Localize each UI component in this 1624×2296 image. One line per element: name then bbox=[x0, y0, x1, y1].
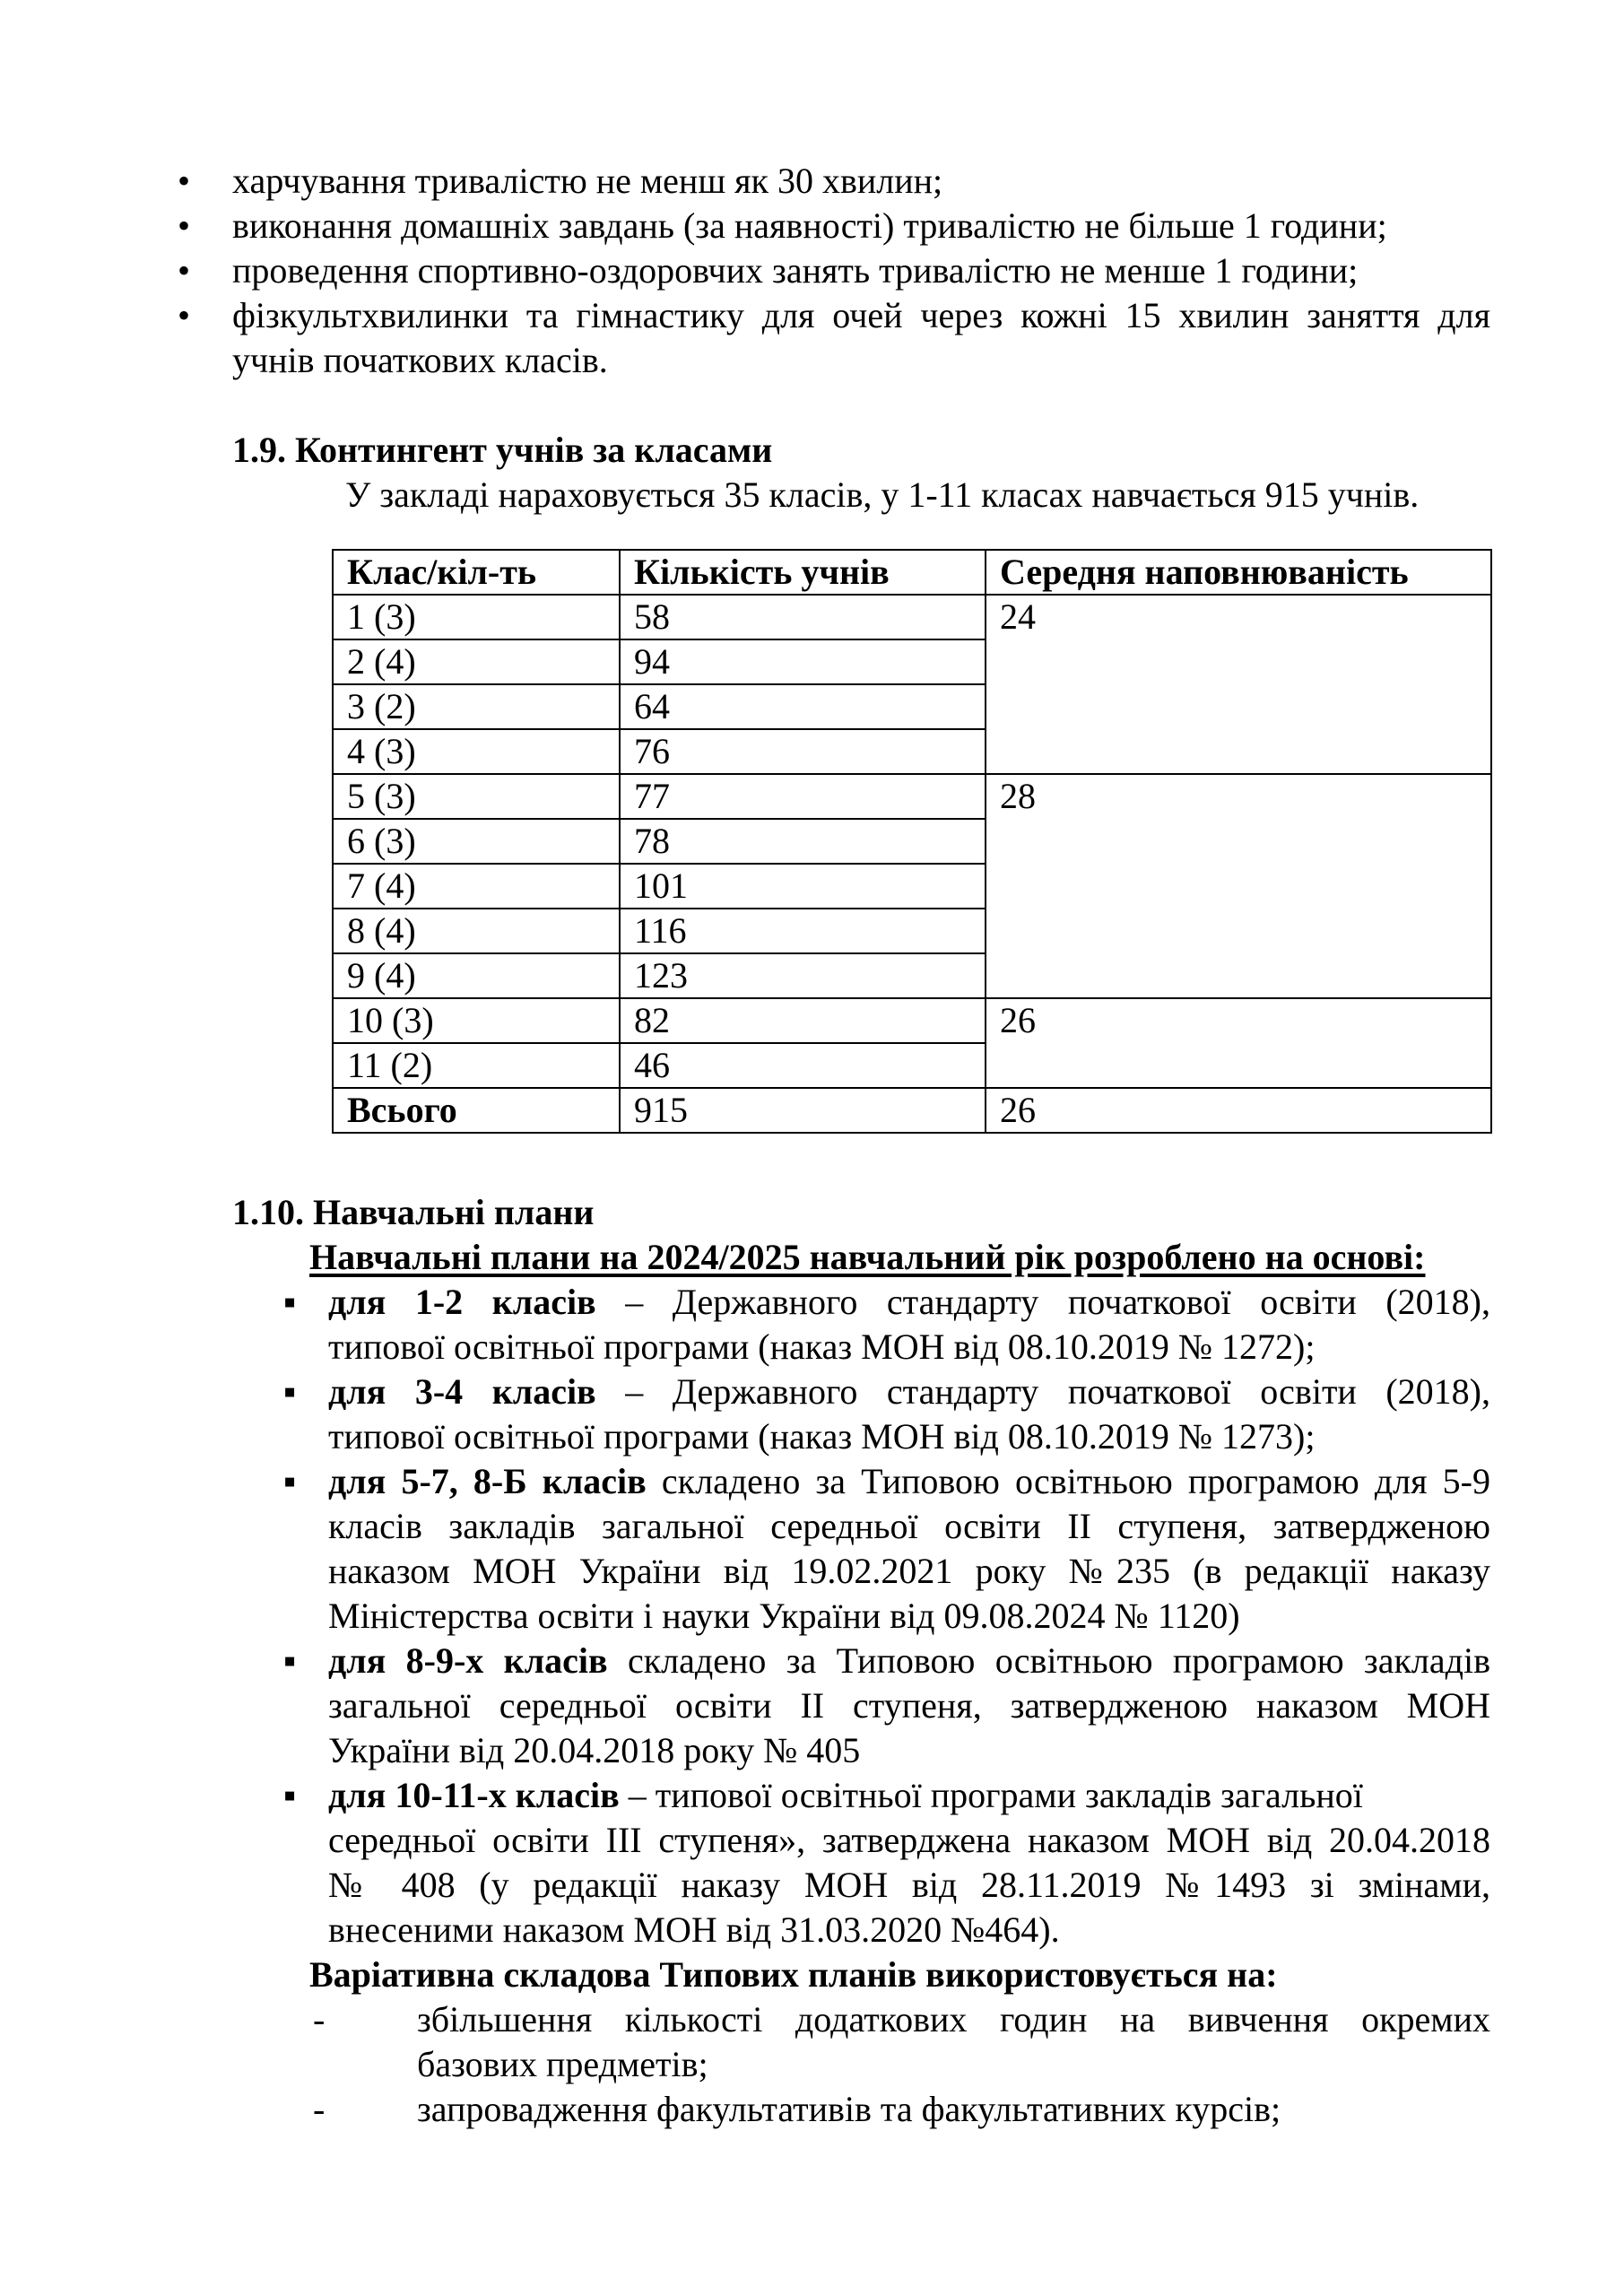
table-cell-total-average: 26 bbox=[986, 1088, 1491, 1133]
plan-item-continuation: середньої освіти ІІІ ступеня», затверджена наказом МОН від 20.04.2018 bbox=[328, 1820, 1490, 1860]
square-bullet: ▪ bbox=[283, 1775, 297, 1815]
bullet-item: харчування тривалістю не менш як 30 хвилин; bbox=[232, 161, 943, 201]
table-cell-average: 24 bbox=[986, 595, 1491, 774]
table-cell-class: 3 (2) bbox=[333, 684, 620, 729]
table-header: Клас/кіл-ть bbox=[333, 550, 620, 595]
dash-bullet: - bbox=[313, 2089, 326, 2129]
square-bullet: ▪ bbox=[283, 1371, 297, 1412]
bullet-item: проведення спортивно-оздоровчих занять тривалістю не менше 1 години; bbox=[232, 250, 1359, 291]
section-subtitle: Навчальні плани на 2024/2025 навчальний рік розроблено на основі: bbox=[309, 1237, 1426, 1277]
plan-item-continuation: наказом МОН України від 19.02.2021 року №235 (в редакції наказу bbox=[328, 1551, 1490, 1591]
bullet-item: виконання домашніх завдань (за наявності) тривалістю не більше 1 години; bbox=[232, 205, 1387, 246]
table-cell-total-count: 915 bbox=[620, 1088, 986, 1133]
table-header-row bbox=[333, 550, 1491, 595]
plan-item: для 5-7, 8-Б класів складено за Типовою освітньою програмою для 5-9 bbox=[328, 1461, 1491, 1501]
table-header: Середня наповнюваність bbox=[986, 550, 1491, 595]
plan-item: для 8-9-х класів складено за Типовою освітньою програмою закладів bbox=[328, 1640, 1490, 1681]
plan-item-continuation: Міністерства освіти і науки України від 09.08.2024 № 1120) bbox=[328, 1596, 1240, 1636]
variative-item-continuation: базових предметів; bbox=[417, 2044, 708, 2084]
table-cell-class: 2 (4) bbox=[333, 639, 620, 684]
table-cell-count: 101 bbox=[620, 864, 986, 909]
section-title: 1.9. Контингент учнів за класами bbox=[232, 430, 773, 470]
table-cell-count: 78 bbox=[620, 819, 986, 864]
section-intro: У закладі нараховується 35 класів, у 1-11 класах навчається 915 учнів. bbox=[345, 474, 1420, 515]
bullet-item-continuation: учнів початкових класів. bbox=[232, 340, 608, 380]
table-cell-count: 123 bbox=[620, 953, 986, 998]
table-cell-count: 58 bbox=[620, 595, 986, 639]
plan-item: для 10-11-х класів – типової освітньої програми закладів загальної bbox=[328, 1775, 1363, 1815]
square-bullet: ▪ bbox=[283, 1640, 297, 1681]
bullet-dot: • bbox=[178, 205, 191, 246]
table-cell-count: 116 bbox=[620, 909, 986, 953]
table-cell-class: 9 (4) bbox=[333, 953, 620, 998]
table-cell-class: 11 (2) bbox=[333, 1043, 620, 1088]
dash-bullet: - bbox=[313, 1999, 326, 2039]
table-cell-class: 6 (3) bbox=[333, 819, 620, 864]
table-cell-class: 7 (4) bbox=[333, 864, 620, 909]
table-cell-count: 77 bbox=[620, 774, 986, 819]
variative-title: Варіативна складова Типових планів використовується на: bbox=[309, 1954, 1278, 1995]
table-cell-class: 1 (3) bbox=[333, 595, 620, 639]
table-cell-class: 10 (3) bbox=[333, 998, 620, 1043]
bullet-item: фізкультхвилинки та гімнастику для очей через кожні 15 хвилин заняття для bbox=[232, 295, 1490, 335]
table-cell-count: 94 bbox=[620, 639, 986, 684]
table-cell-count: 82 bbox=[620, 998, 986, 1043]
bullet-dot: • bbox=[178, 295, 191, 335]
table-cell-class: 8 (4) bbox=[333, 909, 620, 953]
table-row bbox=[333, 998, 1491, 1043]
plan-item-continuation: № 408 (у редакції наказу МОН від 28.11.2019 №1493 зі змінами, bbox=[328, 1865, 1490, 1905]
table-cell-total-label: Всього bbox=[333, 1088, 620, 1133]
plan-item-continuation: України від 20.04.2018 року № 405 bbox=[328, 1730, 861, 1770]
table-header: Кількість учнів bbox=[620, 550, 986, 595]
table-cell-count: 76 bbox=[620, 729, 986, 774]
table-row bbox=[333, 595, 1491, 639]
table-cell-count: 64 bbox=[620, 684, 986, 729]
plan-item-continuation: загальної середньої освіти ІІ ступеня, затвердженою наказом МОН bbox=[328, 1685, 1490, 1726]
table-cell-average: 26 bbox=[986, 998, 1491, 1088]
table-cell-class: 4 (3) bbox=[333, 729, 620, 774]
table-cell-count: 46 bbox=[620, 1043, 986, 1088]
plan-item: для 1-2 класів – Державного стандарту початкової освіти (2018), bbox=[328, 1282, 1490, 1322]
table-cell-average: 28 bbox=[986, 774, 1491, 998]
table-row bbox=[333, 774, 1491, 819]
variative-item: запровадження факультативів та факультативних курсів; bbox=[417, 2089, 1281, 2129]
bullet-dot: • bbox=[178, 161, 191, 201]
variative-item: збільшення кількості додаткових годин на вивчення окремих bbox=[417, 1999, 1490, 2039]
plan-item-continuation: внесеними наказом МОН від 31.03.2020 №464). bbox=[328, 1909, 1060, 1950]
contingent-table bbox=[332, 549, 1492, 1134]
plan-item: для 3-4 класів – Державного стандарту початкової освіти (2018), bbox=[328, 1371, 1490, 1412]
table-total-row bbox=[333, 1088, 1491, 1133]
plan-item-continuation: класів закладів загальної середньої освіти ІІ ступеня, затвердженою bbox=[328, 1506, 1490, 1546]
table-cell-class: 5 (3) bbox=[333, 774, 620, 819]
square-bullet: ▪ bbox=[283, 1282, 297, 1322]
square-bullet: ▪ bbox=[283, 1461, 297, 1501]
plan-item-continuation: типової освітньої програми (наказ МОН від 08.10.2019 № 1273); bbox=[328, 1416, 1316, 1457]
plan-item-continuation: типової освітньої програми (наказ МОН від 08.10.2019 № 1272); bbox=[328, 1326, 1316, 1367]
bullet-dot: • bbox=[178, 250, 191, 291]
section-title: 1.10. Навчальні плани bbox=[232, 1192, 595, 1232]
